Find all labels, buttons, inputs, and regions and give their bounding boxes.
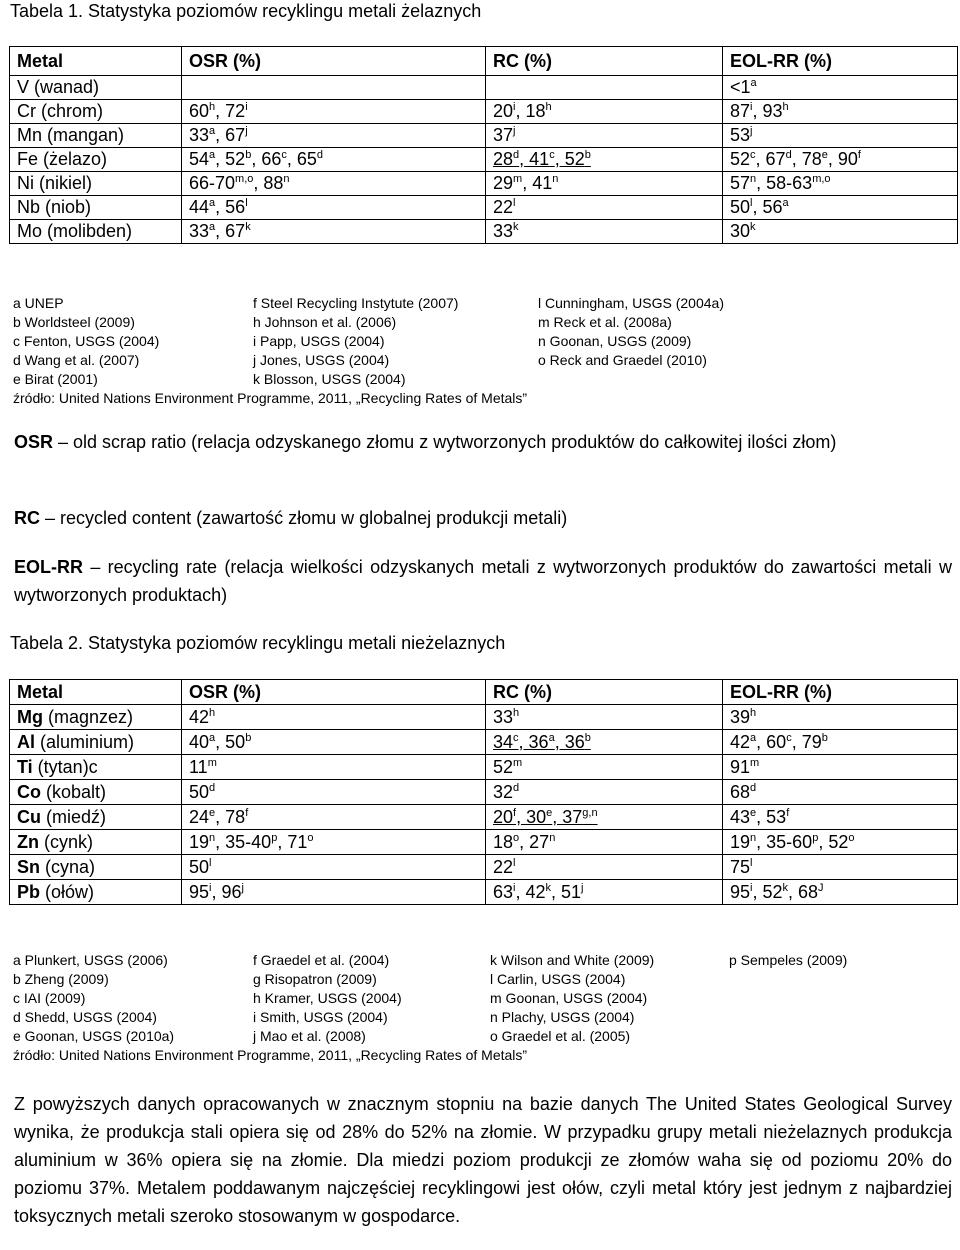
table1-header-cell: EOL-RR (%)	[723, 47, 958, 76]
osr-cell: 50$^l$	[182, 855, 486, 880]
rc-cell: 63$^i$, 42$^k$, 51$^j$	[486, 880, 723, 905]
table-row	[10, 705, 958, 730]
table-row	[10, 100, 958, 124]
table-row	[10, 730, 958, 755]
table-row	[10, 76, 958, 100]
osr-cell: 40$^a$, 50$^b$	[182, 730, 486, 755]
reference-item: i Papp, USGS (2004)	[253, 333, 385, 349]
osr-cell: 19$^n$, 35-40$^p$, 71$^o$	[182, 830, 486, 855]
summary-paragraph: Z powyższych danych opracowanych w znacznym stopniu na bazie danych The United States Geological Survey wynika, że produkcja stali opiera się od 28% do 52% na złomie. W przypadku grupy metali nieżelaznych produkcja aluminium w 36% opiera się na złomie. Dla miedzi poziom produkcji ze złomów waha się od poziomu 20% do poziomu 37%. Metalem poddawanym najczęściej recyklingowi jest ołów, czyli metal który jest jednym z najbardziej toksycznych metali szeroko stosowanym w gospodarce.	[14, 1094, 952, 1226]
table-row	[10, 124, 958, 148]
eol-cell: 39$^h$	[723, 705, 958, 730]
table-row	[10, 148, 958, 172]
definition-text: – old scrap ratio (relacja odzyskanego złomu z wytworzonych produktów do całkowitej ilości złom)	[53, 432, 837, 452]
metal-cell: Co (kobalt)	[10, 780, 182, 805]
reference-item: m Reck et al. (2008a)	[538, 314, 672, 330]
table1-source: źródło: United Nations Environment Programme, 2011, „Recycling Rates of Metals”	[13, 390, 528, 406]
definition-text: – recycling rate (relacja wielkości odzyskanych metali z wytworzonych produktów do zawartości metali w wytworzonych produktach)	[14, 557, 952, 605]
metal-cell: Cu (miedź)	[10, 805, 182, 830]
table-row	[10, 220, 958, 244]
table2-header-cell: EOL-RR (%)	[723, 680, 958, 705]
definition-term: RC	[14, 508, 40, 528]
table-row	[10, 172, 958, 196]
metal-cell: Nb (niob)	[10, 196, 182, 220]
eol-cell: 91$^m$	[723, 755, 958, 780]
eol-cell: 30$^k$	[723, 220, 958, 244]
table2	[9, 679, 958, 905]
reference-item: i Smith, USGS (2004)	[253, 1009, 388, 1025]
rc-cell: 32$^d$	[486, 780, 723, 805]
reference-item: j Jones, USGS (2004)	[253, 352, 390, 368]
reference-item: f Graedel et al. (2004)	[253, 952, 390, 968]
osr-cell	[182, 76, 486, 100]
osr-cell: 33$^a$, 67$^j$	[182, 124, 486, 148]
metal-cell: Ti (tytan)c	[10, 755, 182, 780]
reference-item: k Wilson and White (2009)	[490, 952, 655, 968]
rc-cell: 34$^c$, 36$^a$, 36$^b$	[486, 730, 723, 755]
table-row	[10, 855, 958, 880]
reference-item: j Mao et al. (2008)	[253, 1028, 366, 1044]
table2-header-cell: Metal	[10, 680, 182, 705]
table-row	[10, 880, 958, 905]
reference-item: c IAI (2009)	[13, 990, 86, 1006]
metal-cell: Ni (nikiel)	[10, 172, 182, 196]
rc-cell: 33$^h$	[486, 705, 723, 730]
table-row	[10, 196, 958, 220]
eol-cell: 68$^d$	[723, 780, 958, 805]
reference-item: h Johnson et al. (2006)	[253, 314, 397, 330]
eol-cell: 52$^c$, 67$^d$, 78e, 90$^f$	[723, 148, 958, 172]
metal-cell: Sn (cyna)	[10, 855, 182, 880]
table-row	[10, 755, 958, 780]
eol-cell: 95$^i$, 52$^k$, $68^J$	[723, 880, 958, 905]
definition-rc	[14, 504, 952, 532]
table-row	[10, 830, 958, 855]
rc-cell: 20$^i$, 18$^h$	[486, 100, 723, 124]
reference-item: l Carlin, USGS (2004)	[490, 971, 626, 987]
metal-cell: Zn (cynk)	[10, 830, 182, 855]
metal-cell: Mo (molibden)	[10, 220, 182, 244]
reference-item: b Zheng (2009)	[13, 971, 109, 987]
eol-cell: 57$^n$, 58-63$^{m,o}$	[723, 172, 958, 196]
metal-cell: Cr (chrom)	[10, 100, 182, 124]
rc-cell	[486, 76, 723, 100]
definition-term: EOL-RR	[14, 557, 83, 577]
table2-source: źródło: United Nations Environment Programme, 2011, „Recycling Rates of Metals”	[13, 1047, 528, 1063]
metal-cell: Mg (magnzez)	[10, 705, 182, 730]
reference-item: l Cunningham, USGS (2004a)	[538, 295, 724, 311]
rc-cell: 22$^l$	[486, 855, 723, 880]
table2-header-cell: OSR (%)	[182, 680, 486, 705]
eol-cell: $<1^a$	[723, 76, 958, 100]
eol-cell: 43e, 53$^f$	[723, 805, 958, 830]
reference-item: n Goonan, USGS (2009)	[538, 333, 692, 349]
reference-item: n Plachy, USGS (2004)	[490, 1009, 635, 1025]
reference-item: k Blosson, USGS (2004)	[253, 371, 406, 387]
definition-osr	[14, 428, 952, 456]
rc-cell: 22$^l$	[486, 196, 723, 220]
rc-cell: 28$^d$, 41$^c$, 52$^b$	[486, 148, 723, 172]
osr-cell: 66-70$^{m,o}$, 88$^n$	[182, 172, 486, 196]
definition-term: OSR	[14, 432, 54, 452]
reference-item: p Sempeles (2009)	[729, 952, 848, 968]
rc-cell: 18$^o$, 27$^n$	[486, 830, 723, 855]
table2-caption: Tabela 2. Statystyka poziomów recyklingu metali nieżelaznych	[10, 633, 506, 653]
osr-cell: 42$^h$	[182, 705, 486, 730]
table-row	[10, 780, 958, 805]
metal-cell: Al (aluminium)	[10, 730, 182, 755]
table1-header-cell: Metal	[10, 47, 182, 76]
rc-cell: 37$^j$	[486, 124, 723, 148]
osr-cell: 24e, 78$^f$	[182, 805, 486, 830]
eol-cell: 19$^n$, 35-60$^p$, 52$^o$	[723, 830, 958, 855]
eol-cell: 87$^i$, 93$^h$	[723, 100, 958, 124]
reference-item: a UNEP	[13, 295, 64, 311]
osr-cell: 11$^m$	[182, 755, 486, 780]
reference-item: o Graedel et al. (2005)	[490, 1028, 631, 1044]
table1-header-cell: RC (%)	[486, 47, 723, 76]
osr-cell: 95$^i$, 96$^j$	[182, 880, 486, 905]
reference-item: f Steel Recycling Instytute (2007)	[253, 295, 459, 311]
eol-cell: 53$^j$	[723, 124, 958, 148]
reference-item: a Plunkert, USGS (2006)	[13, 952, 168, 968]
osr-cell: 60$^h$, 72$^i$	[182, 100, 486, 124]
reference-item: g Risopatron (2009)	[253, 971, 377, 987]
eol-cell: 50$^l$, 56$^a$	[723, 196, 958, 220]
rc-cell: 29$^m$, 41$^n$	[486, 172, 723, 196]
table2-header-cell: RC (%)	[486, 680, 723, 705]
table1-caption: Tabela 1. Statystyka poziomów recyklingu metali żelaznych	[10, 1, 482, 21]
reference-item: h Kramer, USGS (2004)	[253, 990, 402, 1006]
definition-eol-rr	[14, 553, 952, 609]
rc-cell: 33$^k$	[486, 220, 723, 244]
reference-item: e Birat (2001)	[13, 371, 98, 387]
table1-header-row	[10, 47, 958, 76]
reference-item: e Goonan, USGS (2010a)	[13, 1028, 175, 1044]
rc-cell: 52$^m$	[486, 755, 723, 780]
metal-cell: Mn (mangan)	[10, 124, 182, 148]
osr-cell: 33$^a$, 67$^k$	[182, 220, 486, 244]
table-row	[10, 805, 958, 830]
definition-text: – recycled content (zawartość złomu w globalnej produkcji metali)	[40, 508, 568, 528]
osr-cell: 44$^a$, 56$^l$	[182, 196, 486, 220]
reference-item: m Goonan, USGS (2004)	[490, 990, 648, 1006]
reference-item: o Reck and Graedel (2010)	[538, 352, 707, 368]
reference-item: d Wang et al. (2007)	[13, 352, 140, 368]
osr-cell: 50$^d$	[182, 780, 486, 805]
metal-cell: Pb (ołów)	[10, 880, 182, 905]
table1-header-cell: OSR (%)	[182, 47, 486, 76]
eol-cell: 75$^l$	[723, 855, 958, 880]
metal-cell: V (wanad)	[10, 76, 182, 100]
reference-item: c Fenton, USGS (2004)	[13, 333, 160, 349]
reference-item: b Worldsteel (2009)	[13, 314, 135, 330]
reference-item: d Shedd, USGS (2004)	[13, 1009, 157, 1025]
table2-header-row	[10, 680, 958, 705]
eol-cell: 42$^a$, 60$^c$, 79$^b$	[723, 730, 958, 755]
metal-cell: Fe (żelazo)	[10, 148, 182, 172]
table1	[9, 46, 958, 244]
osr-cell: 54$^a$, 52$^b$, 66$^c$, 65$^d$	[182, 148, 486, 172]
rc-cell: 20$^f$, 30e, 37$^{g,n}$	[486, 805, 723, 830]
